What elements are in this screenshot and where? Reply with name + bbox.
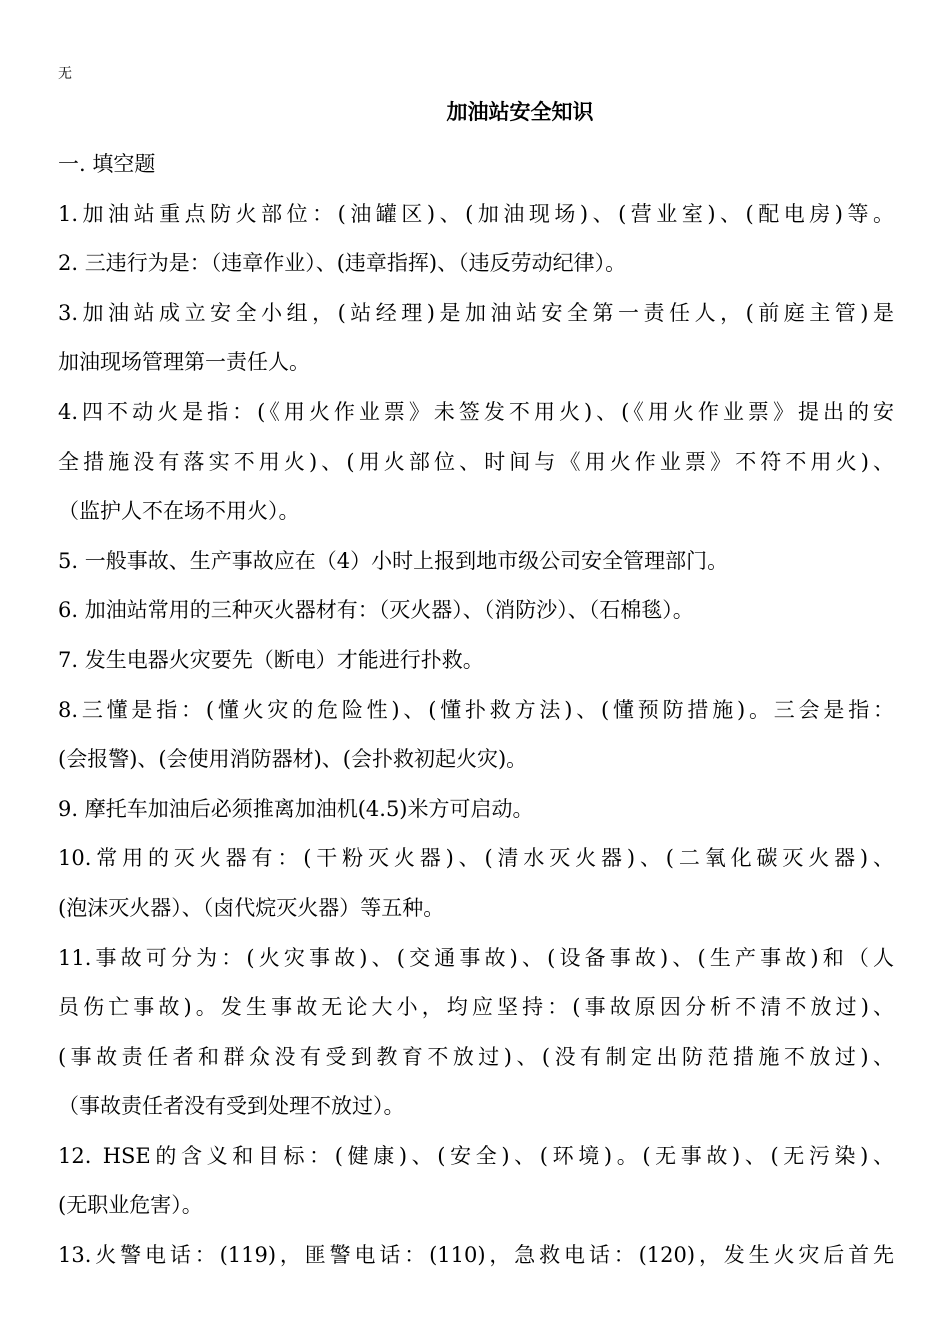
text-line: 10.常用的灭火器有：(干粉灭火器)、(清水灭火器)、(二氧化碳灭火器)、: [58, 846, 894, 871]
text-line: (无职业危害）。: [58, 1193, 203, 1218]
text-line: 5. 一般事故、生产事故应在（4）小时上报到地市级公司安全管理部门。: [58, 548, 729, 573]
text-line: 12. HSE的含义和目标：(健康)、(安全)、(环境)。(无事故)、(无污染)、: [58, 1143, 894, 1168]
text-line: (事故责任者和群众没有受到教育不放过)、(没有制定出防范措施不放过)、: [58, 1044, 894, 1069]
section-heading: 一. 填空题: [58, 152, 156, 176]
text-line: 4.四不动火是指：(《用火作业票》未签发不用火)、(《用火作业票》提出的安: [58, 399, 894, 424]
text-line: 2. 三违行为是：（违章作业）、(违章指挥)、（违反劳动纪律）。: [58, 251, 627, 276]
text-line: 7. 发生电器火灾要先（断电）才能进行扑救。: [58, 647, 484, 672]
document-body: [58, 140, 894, 1281]
text-line: (会报警)、(会使用消防器材)、(会扑救初起火灾)。: [58, 747, 528, 772]
text-line: 9. 摩托车加油后必须推离加油机(4.5)米方可启动。: [58, 796, 534, 821]
text-line: 员伤亡事故)。发生事故无论大小，均应坚持：(事故原因分析不清不放过)、: [58, 995, 894, 1020]
text-line: 加油现场管理第一责任人。: [58, 350, 310, 375]
text-line: （事故责任者没有受到处理不放过）。: [58, 1094, 405, 1119]
text-line: 全措施没有落实不用火)、(用火部位、时间与《用火作业票》不符不用火)、: [58, 449, 894, 474]
header-mark: 无: [58, 66, 72, 82]
document-title: 加油站安全知识: [446, 100, 594, 124]
text-line: （监护人不在场不用火）。: [58, 499, 300, 524]
text-line: 1.加油站重点防火部位：(油罐区)、(加油现场)、(营业室)、(配电房)等。: [58, 201, 894, 226]
text-line: (泡沫灭火器）、（卤代烷灭火器）等五种。: [58, 895, 445, 920]
text-line: 3.加油站成立安全小组，(站经理)是加油站安全第一责任人，(前庭主管)是: [58, 300, 894, 325]
text-line: 11.事故可分为：(火灾事故)、(交通事故)、(设备事故)、(生产事故)和（人: [58, 945, 894, 970]
text-line: 13.火警电话：(119)，匪警电话：(110)，急救电话：(120)，发生火灾后首先: [58, 1243, 894, 1268]
text-line: 8.三懂是指：(懂火灾的危险性)、(懂扑救方法)、(懂预防措施)。三会是指：: [58, 697, 894, 722]
text-line: 6. 加油站常用的三种灭火器材有：（灭火器）、（消防沙）、（石棉毯）。: [58, 598, 694, 623]
